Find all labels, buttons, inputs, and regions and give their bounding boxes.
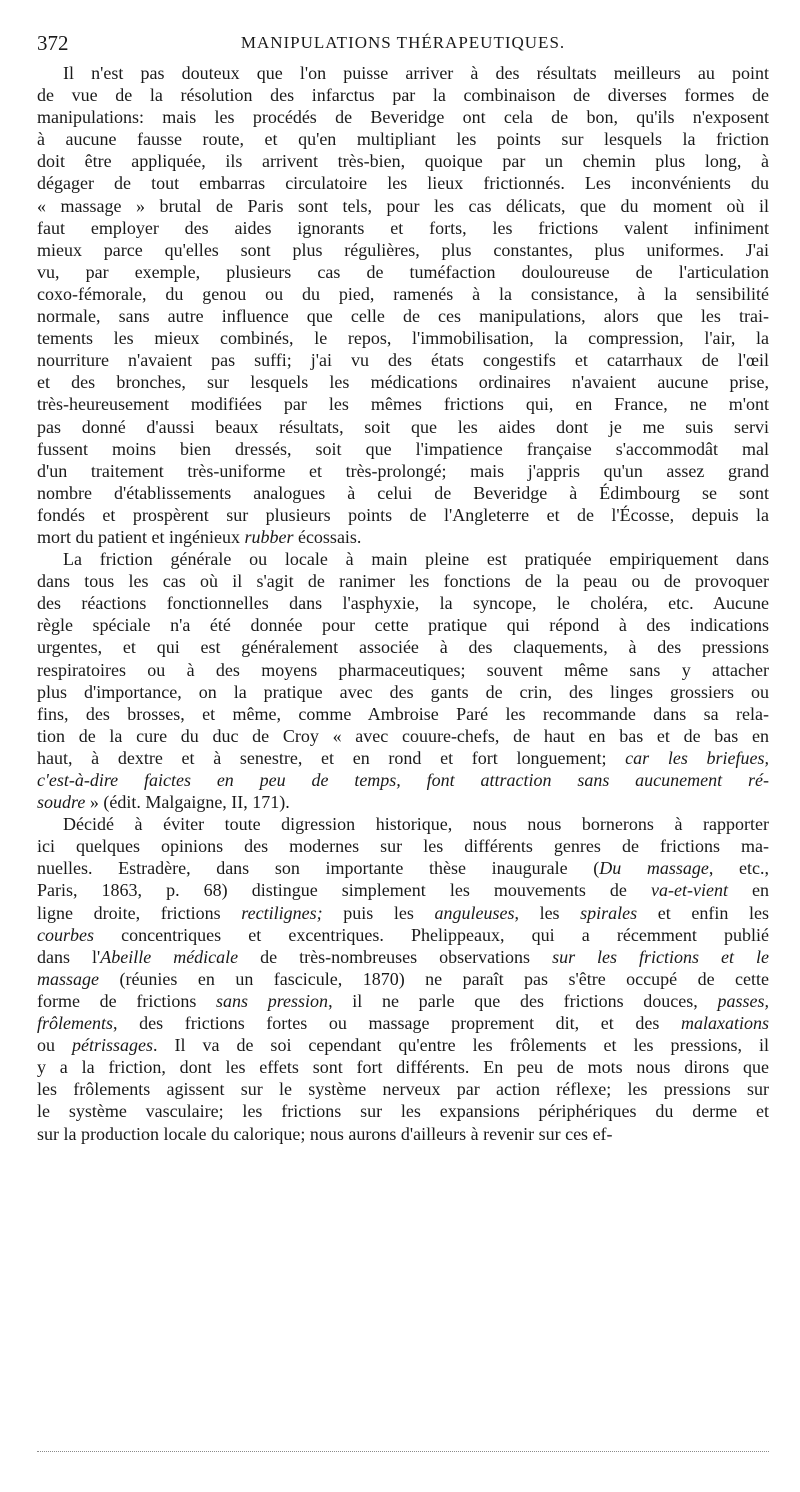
italic-text: Abeille médicale: [100, 946, 239, 967]
text-run: à aucune fausse route, et qu'en multipliant les points sur lesquels la friction: [37, 129, 769, 150]
text-run: y a la friction, dont les effets sont fort différents. En peu de mots nous dirons que: [37, 1057, 769, 1078]
text-run: ligne droite, frictions: [37, 902, 242, 923]
text-run: manipulations: mais les procédés de Beveridge ont cela de bon, qu'ils n'exposent: [37, 107, 769, 128]
text-run: mort du patient et ingénieux: [37, 526, 245, 547]
italic-text: passes,: [717, 990, 769, 1011]
text-run: , il ne parle que des frictions douces,: [328, 990, 718, 1011]
text-run: (réunies en un fascicule, 1870) ne paraît pas s'être occupé de cette: [99, 968, 769, 989]
text-line: [37, 1078, 769, 1100]
text-run: sur la production locale du calorique; nous aurons d'ailleurs à revenir sur ces ef-: [37, 1123, 613, 1144]
running-title: MANIPULATIONS THÉRAPEUTIQUES.: [240, 33, 566, 52]
text-line: [37, 1012, 769, 1034]
text-line: [37, 460, 769, 482]
text-line: [37, 769, 769, 791]
text-line: [37, 1100, 769, 1122]
text-run: . Il va de soi cependant qu'entre les frôlements et les pressions, il: [153, 1035, 769, 1056]
text-run: concentriques et excentriques. Phelippeaux, qui a récemment publié: [94, 924, 769, 945]
text-line: [37, 659, 769, 681]
text-line: [37, 857, 769, 879]
italic-text: pétrissages: [72, 1035, 153, 1056]
text-line: [37, 239, 769, 261]
text-line: [37, 504, 769, 526]
text-line: [37, 62, 769, 84]
text-line: [37, 946, 769, 968]
text-run: faut employer des aides ignorants et forts, les frictions valent infiniment: [37, 217, 769, 238]
text-run: puis les: [322, 902, 435, 923]
italic-text: soudre: [37, 792, 86, 813]
text-run: pas donné d'aussi beaux résultats, soit que les aides dont je me suis servi: [37, 416, 769, 437]
text-line: [37, 968, 769, 990]
italic-text: rubber: [244, 526, 294, 547]
text-run: dans l': [37, 946, 101, 967]
text-run: , des frictions fortes ou massage proprement dit, et des: [113, 1013, 681, 1034]
text-run: , les: [514, 902, 581, 923]
italic-text: va-et-vient: [651, 880, 728, 901]
text-line: [37, 747, 769, 769]
text-run: de très-nombreuses observations: [238, 946, 553, 967]
text-line: [37, 813, 769, 835]
text-line: [37, 990, 769, 1012]
text-line: [37, 393, 769, 415]
text-run: normale, sans autre influence que celle de ces manipulations, alors que les trai-: [37, 306, 769, 327]
text-line: [37, 614, 769, 636]
text-run: Paris, 1863, p. 68) distingue simplement les mouvements de: [37, 880, 651, 901]
text-line: [37, 681, 769, 703]
text-run: Il n'est pas douteux que l'on puisse arriver à des résultats meilleurs au point: [63, 63, 769, 83]
italic-text: sur les frictions et le: [552, 946, 769, 967]
text-line: [37, 1034, 769, 1056]
text-line: [37, 416, 769, 438]
italic-text: malaxations: [681, 1013, 769, 1034]
text-run: » (édit. Malgaigne, II, 171).: [85, 792, 290, 813]
text-run: fondés et prospèrent sur plusieurs points de l'Angleterre et de l'Écosse, depuis la: [37, 504, 769, 525]
italic-text: massage: [37, 968, 99, 989]
text-run: ou: [37, 1035, 72, 1056]
text-run: règle spéciale n'a été donnée pour cette pratique qui répond à des indications: [37, 615, 769, 636]
text-line: [37, 371, 769, 393]
italic-text: rectilignes;: [241, 902, 323, 923]
text-line: [37, 1056, 769, 1078]
text-line: [37, 924, 769, 946]
text-line: [37, 106, 769, 128]
text-line: [37, 438, 769, 460]
text-run: dégager de tout embarras circulatoire les lieux frictionnés. Les inconvénients du: [37, 173, 769, 194]
text-line: [37, 570, 769, 592]
text-run: La friction générale ou locale à main pleine est pratiquée empiriquement dans: [63, 549, 769, 570]
text-run: en: [727, 880, 770, 901]
text-line: [37, 725, 769, 747]
text-run: respiratoires ou à des moyens pharmaceutiques; souvent même sans y attacher: [37, 659, 769, 680]
italic-text: courbes: [37, 924, 94, 945]
text-run: ici quelques opinions des modernes sur les différents genres de frictions ma-: [37, 836, 769, 857]
text-run: urgentes, et qui est généralement associée à des claquements, à des pressions: [37, 637, 769, 658]
footer-dotted-rule: [37, 1451, 769, 1452]
body-text: [37, 62, 769, 1145]
italic-text: Du massage: [599, 858, 709, 879]
text-run: de vue de la résolution des infarctus par la combinaison de diverses formes de: [37, 85, 769, 106]
text-line: [37, 636, 769, 658]
text-line: [37, 482, 769, 504]
text-run: dans tous les cas où il s'agit de ranimer les fonctions de la peau ou de provoquer: [37, 571, 769, 592]
text-run: nombre d'établissements analogues à celui de Beveridge à Édimbourg se sont: [37, 482, 769, 503]
italic-text: sans pression: [216, 990, 329, 1011]
text-line: [37, 703, 769, 725]
text-run: le système vasculaire; les frictions sur les expansions périphériques du derme et: [37, 1101, 769, 1122]
text-line: [37, 1123, 769, 1145]
text-line: [37, 548, 769, 570]
text-run: doit être appliquée, ils arrivent très-bien, quoique par un chemin plus long, à: [37, 151, 769, 172]
text-line: [37, 791, 769, 813]
text-line: [37, 835, 769, 857]
italic-text: spirales: [580, 902, 638, 923]
text-line: [37, 526, 769, 548]
text-line: [37, 305, 769, 327]
page-number: 372: [37, 31, 69, 55]
text-line: [37, 217, 769, 239]
text-run: d'un traitement très-uniforme et très-prolongé; mais j'appris qu'un assez grand: [37, 460, 769, 481]
text-run: plus d'importance, on la pratique avec des gants de crin, des linges grossiers ou: [37, 681, 769, 702]
text-line: [37, 349, 769, 371]
text-run: et enfin les: [637, 902, 769, 923]
text-run: et des bronches, sur lesquels les médications ordinaires n'avaient aucune prise,: [37, 372, 769, 393]
text-line: [37, 879, 769, 901]
italic-text: car les briefues,: [625, 747, 770, 768]
text-run: , etc.,: [708, 858, 769, 879]
italic-text: c'est-à-dire faictes en peu de temps, font attraction sans aucunement ré-: [37, 770, 769, 790]
text-run: forme de frictions: [37, 990, 217, 1011]
text-line: [37, 327, 769, 349]
text-run: tion de la cure du duc de Croy « avec couure-chefs, de haut en bas et de bas en: [37, 725, 769, 746]
italic-text: anguleuses: [434, 902, 515, 923]
text-run: Décidé à éviter toute digression historique, nous nous bornerons à rapporter: [63, 814, 769, 835]
text-run: nourriture n'avaient pas suffi; j'ai vu des états congestifs et catarrhaux de l'œil: [37, 350, 769, 371]
text-line: [37, 283, 769, 305]
text-run: fussent moins bien dressés, soit que l'impatience française s'accommodât mal: [37, 438, 769, 459]
text-line: [37, 172, 769, 194]
text-line: [37, 150, 769, 172]
text-run: vu, par exemple, plusieurs cas de tuméfaction douloureuse de l'articulation: [37, 261, 769, 282]
text-run: haut, à dextre et à senestre, et en rond et fort longuement;: [37, 747, 626, 768]
text-run: des réactions fonctionnelles dans l'asphyxie, la syncope, le choléra, etc. Aucune: [37, 593, 769, 614]
text-line: [37, 84, 769, 106]
text-run: fins, des brosses, et même, comme Ambroise Paré les recommande dans sa rela-: [37, 703, 769, 724]
text-line: [37, 592, 769, 614]
text-run: coxo-fémorale, du genou ou du pied, ramenés à la consistance, à la sensibilité: [37, 283, 769, 304]
text-run: très-heureusement modifiées par les mêmes frictions qui, en France, ne m'ont: [37, 394, 769, 415]
text-run: tements les mieux combinés, le repos, l'immobilisation, la compression, l'air, la: [37, 328, 769, 349]
page-header: [37, 30, 769, 56]
text-run: « massage » brutal de Paris sont tels, pour les cas délicats, que du moment où il: [37, 195, 769, 216]
text-line: [37, 261, 769, 283]
text-line: [37, 195, 769, 217]
text-run: nuelles. Estradère, dans son importante thèse inaugurale (: [37, 858, 600, 879]
italic-text: frôlements: [37, 1013, 113, 1034]
text-line: [37, 902, 769, 924]
text-run: écossais.: [293, 526, 362, 547]
text-run: les frôlements agissent sur le système nerveux par action réflexe; les pressions sur: [37, 1079, 769, 1100]
text-line: [37, 128, 769, 150]
text-run: mieux parce qu'elles sont plus régulières, plus constantes, plus uniformes. J'ai: [37, 239, 769, 260]
